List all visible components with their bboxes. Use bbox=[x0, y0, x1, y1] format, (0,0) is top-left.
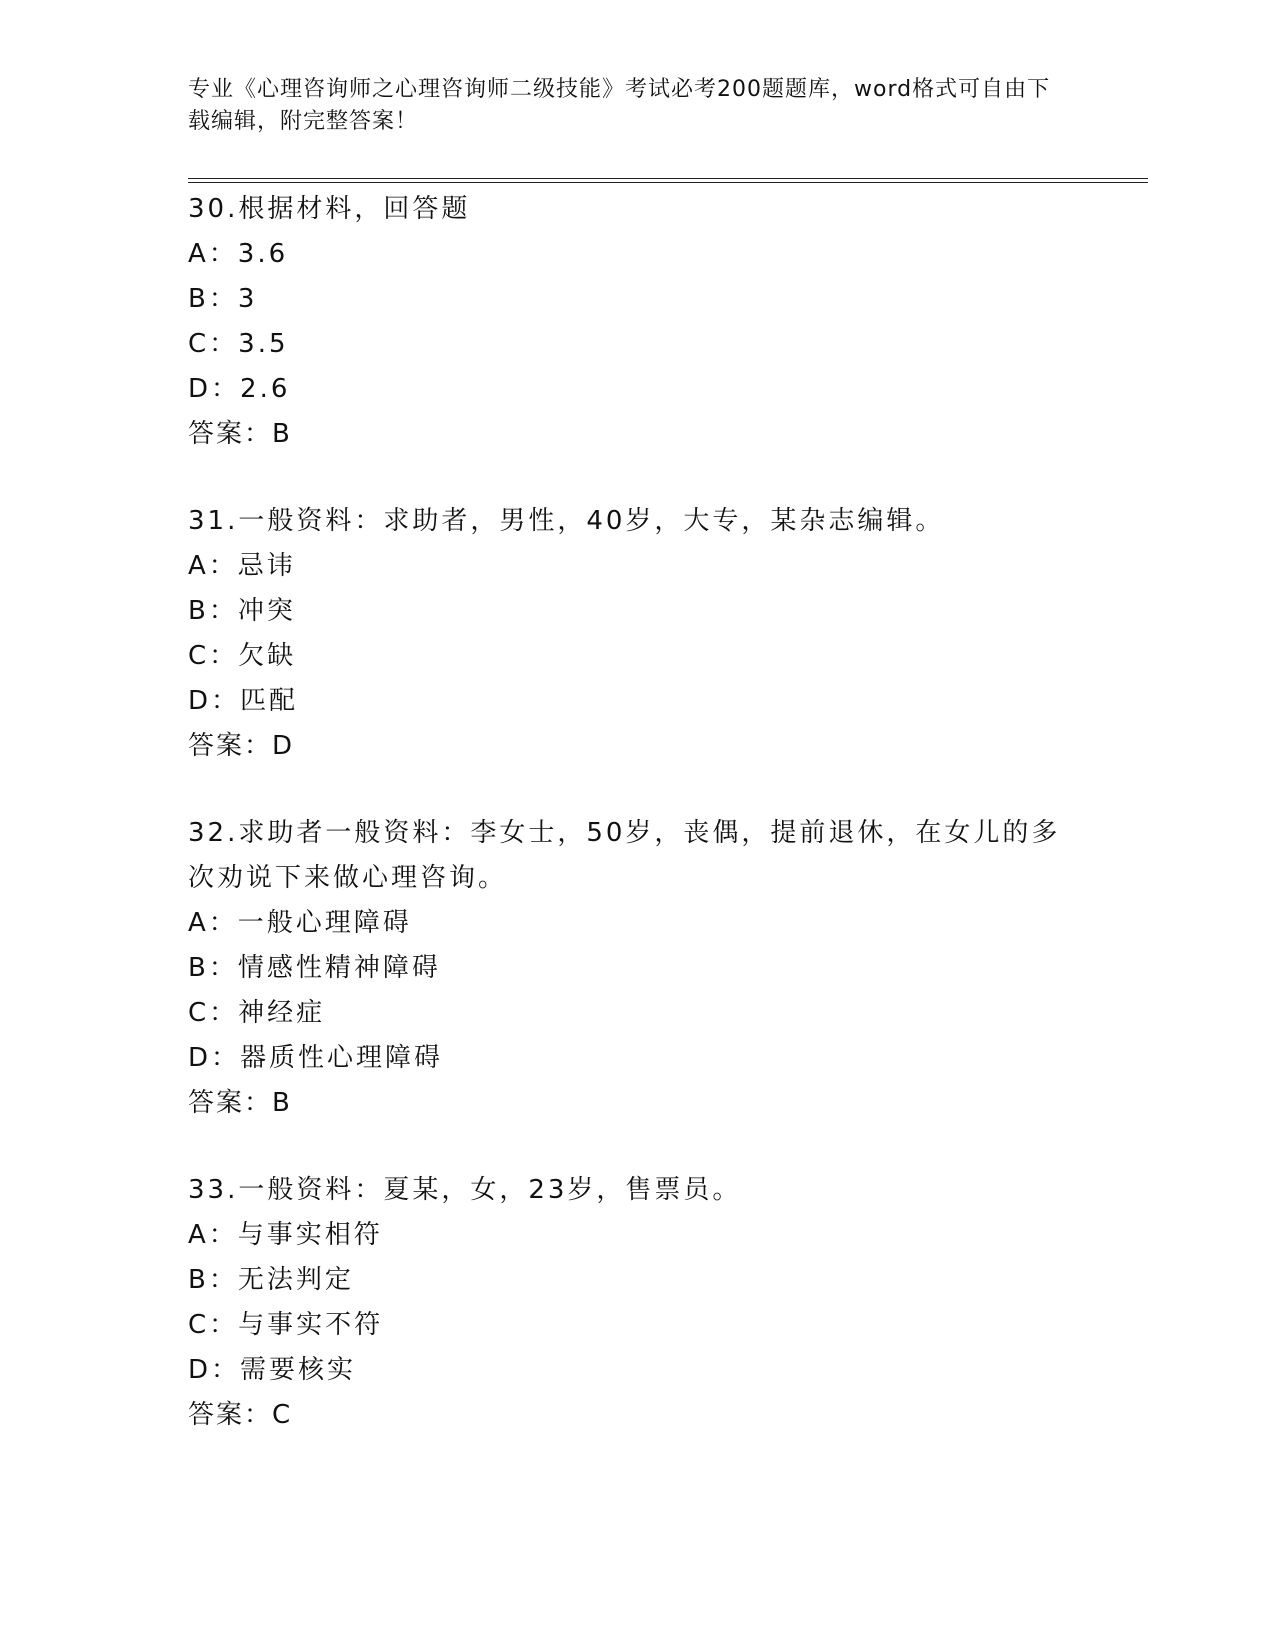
answer-line: 答案：C bbox=[188, 1400, 293, 1430]
question-list bbox=[188, 187, 1088, 1480]
option-c: C：欠缺 bbox=[188, 641, 297, 671]
question-title: 30.根据材料，回答题 bbox=[188, 194, 471, 224]
option-d: D：器质性心理障碍 bbox=[188, 1043, 444, 1073]
question-31 bbox=[188, 499, 1088, 769]
option-c: C：3.5 bbox=[188, 329, 289, 359]
option-c: C：与事实不符 bbox=[188, 1310, 384, 1340]
header-divider-bottom bbox=[188, 182, 1148, 183]
option-d: D：匹配 bbox=[188, 686, 299, 716]
question-title: 31.一般资料：求助者，男性，40岁，大专，某杂志编辑。 bbox=[188, 506, 945, 536]
answer-line: 答案：B bbox=[188, 1088, 292, 1118]
option-d: D：2.6 bbox=[188, 374, 291, 404]
question-33 bbox=[188, 1168, 1088, 1438]
option-b: B：冲突 bbox=[188, 596, 296, 626]
intro-text: 专业《心理咨询师之心理咨询师二级技能》考试必考200题题库，word格式可自由下载编辑，附完整答案！ bbox=[188, 77, 1051, 134]
header-divider-top bbox=[188, 178, 1148, 179]
answer-line: 答案：D bbox=[188, 731, 295, 761]
option-b: B：情感性精神障碍 bbox=[188, 953, 441, 983]
option-c: C：神经症 bbox=[188, 998, 326, 1028]
option-d: D：需要核实 bbox=[188, 1355, 357, 1385]
option-a: A：一般心理障碍 bbox=[188, 908, 412, 938]
question-32 bbox=[188, 811, 1088, 1126]
question-30 bbox=[188, 187, 1088, 457]
option-b: B：3 bbox=[188, 284, 258, 314]
option-b: B：无法判定 bbox=[188, 1265, 354, 1295]
question-title: 33.一般资料：夏某，女，23岁，售票员。 bbox=[188, 1175, 742, 1205]
question-title: 32.求助者一般资料：李女士，50岁，丧偶，提前退休，在女儿的多次劝说下来做心理咨询。 bbox=[188, 818, 1061, 893]
option-a: A：与事实相符 bbox=[188, 1220, 383, 1250]
option-a: A：忌讳 bbox=[188, 551, 296, 581]
option-a: A：3.6 bbox=[188, 239, 289, 269]
answer-line: 答案：B bbox=[188, 419, 292, 449]
